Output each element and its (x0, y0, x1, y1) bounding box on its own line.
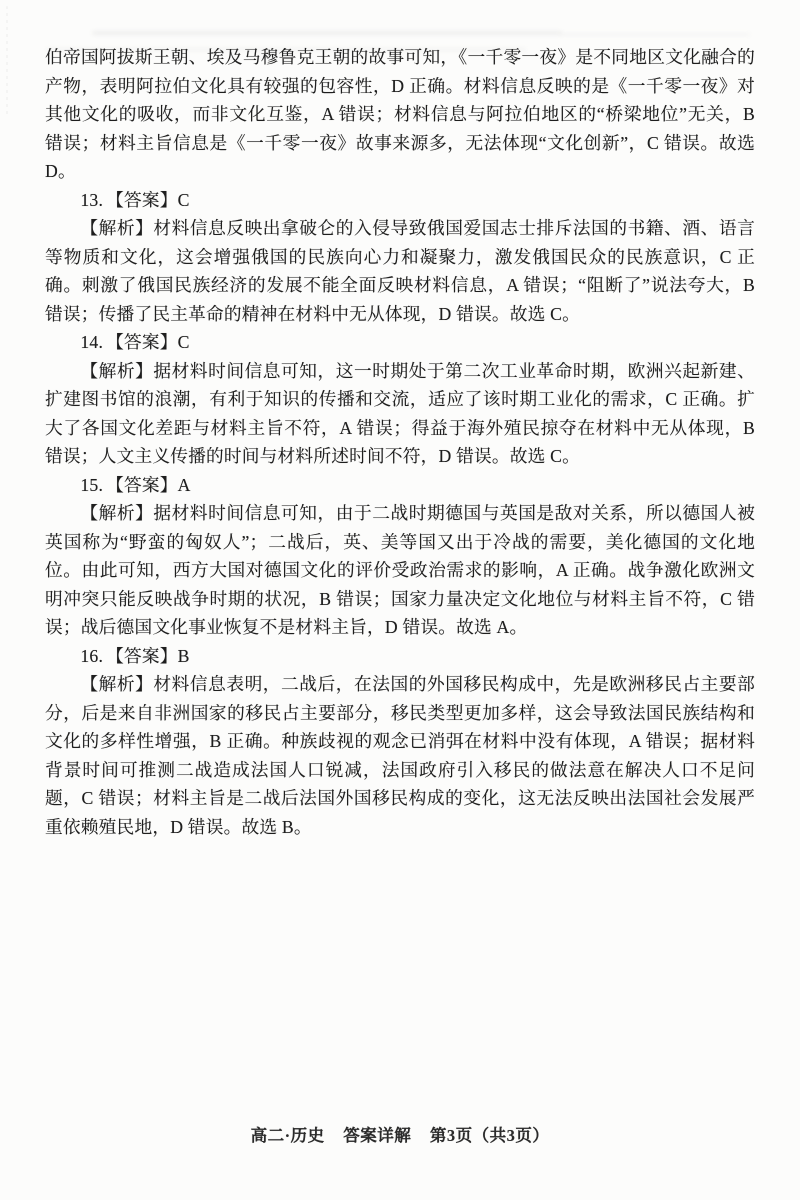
analysis-label: 【解析】 (80, 674, 154, 694)
question-number: 15. (80, 474, 104, 495)
analysis-text: 材料信息反映出拿破仑的入侵导致俄国爱国志士排斥法国的书籍、酒、语言等物质和文化，这会增强俄国的民族向心力和凝聚力，激发俄国民众的民族意识，C 正确。刺激了俄国民族经济的发展不能全面反映材料信息，A 错误；“阻断了”说法夸大，B 错误；传播了民主革命的精神在材料中无从体现，D 错误。故选 C。 (45, 218, 755, 324)
analysis-label: 【解析】 (80, 218, 154, 238)
answer-value: A (177, 474, 191, 495)
page-footer (0, 1122, 800, 1146)
analysis-text: 据材料时间信息可知，这一时期处于第二次工业革命时期，欧洲兴起新建、扩建图书馆的浪潮，有利于知识的传播和交流，适应了该时期工业化的需求，C 正确。扩大了各国文化差距与材料主旨不符，A 错误；得益于海外殖民掠夺在材料中无从体现，B 错误；人文主义传播的时间与材料所述时间不符，D 错误。故选 C。 (45, 360, 755, 466)
answer-label: 【答案】 (106, 189, 178, 210)
answer-label: 【答案】 (106, 474, 178, 495)
analysis-paragraph-15 (45, 499, 755, 642)
scan-edge-mark (6, 6, 8, 116)
answer-line-15 (45, 471, 755, 500)
answer-value: B (177, 645, 190, 666)
footer-course-label: 高二·历史 (250, 1126, 325, 1145)
answer-line-16 (45, 642, 755, 671)
footer-doc-type: 答案详解 (343, 1126, 412, 1145)
scan-smudge (560, 33, 750, 36)
question-number: 13. (80, 189, 104, 210)
answer-value: C (177, 189, 190, 210)
question-number: 14. (80, 332, 104, 352)
answer-label: 【答案】 (106, 645, 178, 666)
analysis-paragraph-16 (45, 670, 755, 841)
analysis-paragraph-13 (45, 214, 755, 328)
scan-smudge (92, 31, 562, 35)
analysis-label: 【解析】 (80, 503, 154, 523)
analysis-text: 材料信息表明，二战后，在法国的外国移民构成中，先是欧洲移民占主要部分，后是来自非洲国家的移民占主要部分，移民类型更加多样，这会导致法国民族结构和文化的多样性增强，B 正确。种族歧视的观念已消弭在材料中没有体现，A 错误；据材料背景时间可推测二战造成法国人口锐减，法国政府引入移民的做法意在解决人口不足问题，C 错误；材料主旨是二战后法国外国移民构成的变化，这无法反映出法国社会发展严重依赖殖民地，D 错误。故选 B。 (45, 674, 755, 837)
analysis-paragraph-14 (45, 357, 755, 471)
answer-label: 【答案】 (106, 332, 178, 352)
footer-page-number: 第3页（共3页） (429, 1126, 550, 1145)
continuation-paragraph: 伯帝国阿拔斯王朝、埃及马穆鲁克王朝的故事可知，《一千零一夜》是不同地区文化融合的产物，表明阿拉伯文化具有较强的包容性，D 正确。材料信息反映的是《一千零一夜》对其他文化的吸收，而非文化互鉴，A 错误；材料信息与阿拉伯地区的“桥梁地位”无关，B 错误；材料主旨信息是《一千零一夜》故事来源多，无法体现“文化创新”，C 错误。故选 D。 (45, 47, 755, 181)
analysis-label: 【解析】 (80, 360, 154, 381)
answer-explanations (45, 43, 755, 841)
answer-value: C (177, 332, 190, 352)
answer-line-13 (45, 186, 755, 215)
analysis-text: 据材料时间信息可知，由于二战时期德国与英国是敌对关系，所以德国人被英国称为“野蛮的匈奴人”；二战后，英、美等国又出于冷战的需要，美化德国的文化地位。由此可知，西方大国对德国文化的评价受政治需求的影响，A 正确。战争激化欧洲文明冲突只能反映战争时期的状况，B 错误；国家力量决定文化地位与材料主旨不符，C 错误；战后德国文化事业恢复不是材料主旨，D 错误。故选 A。 (45, 503, 755, 637)
answer-line-14 (45, 328, 755, 357)
question-number: 16. (80, 645, 104, 666)
